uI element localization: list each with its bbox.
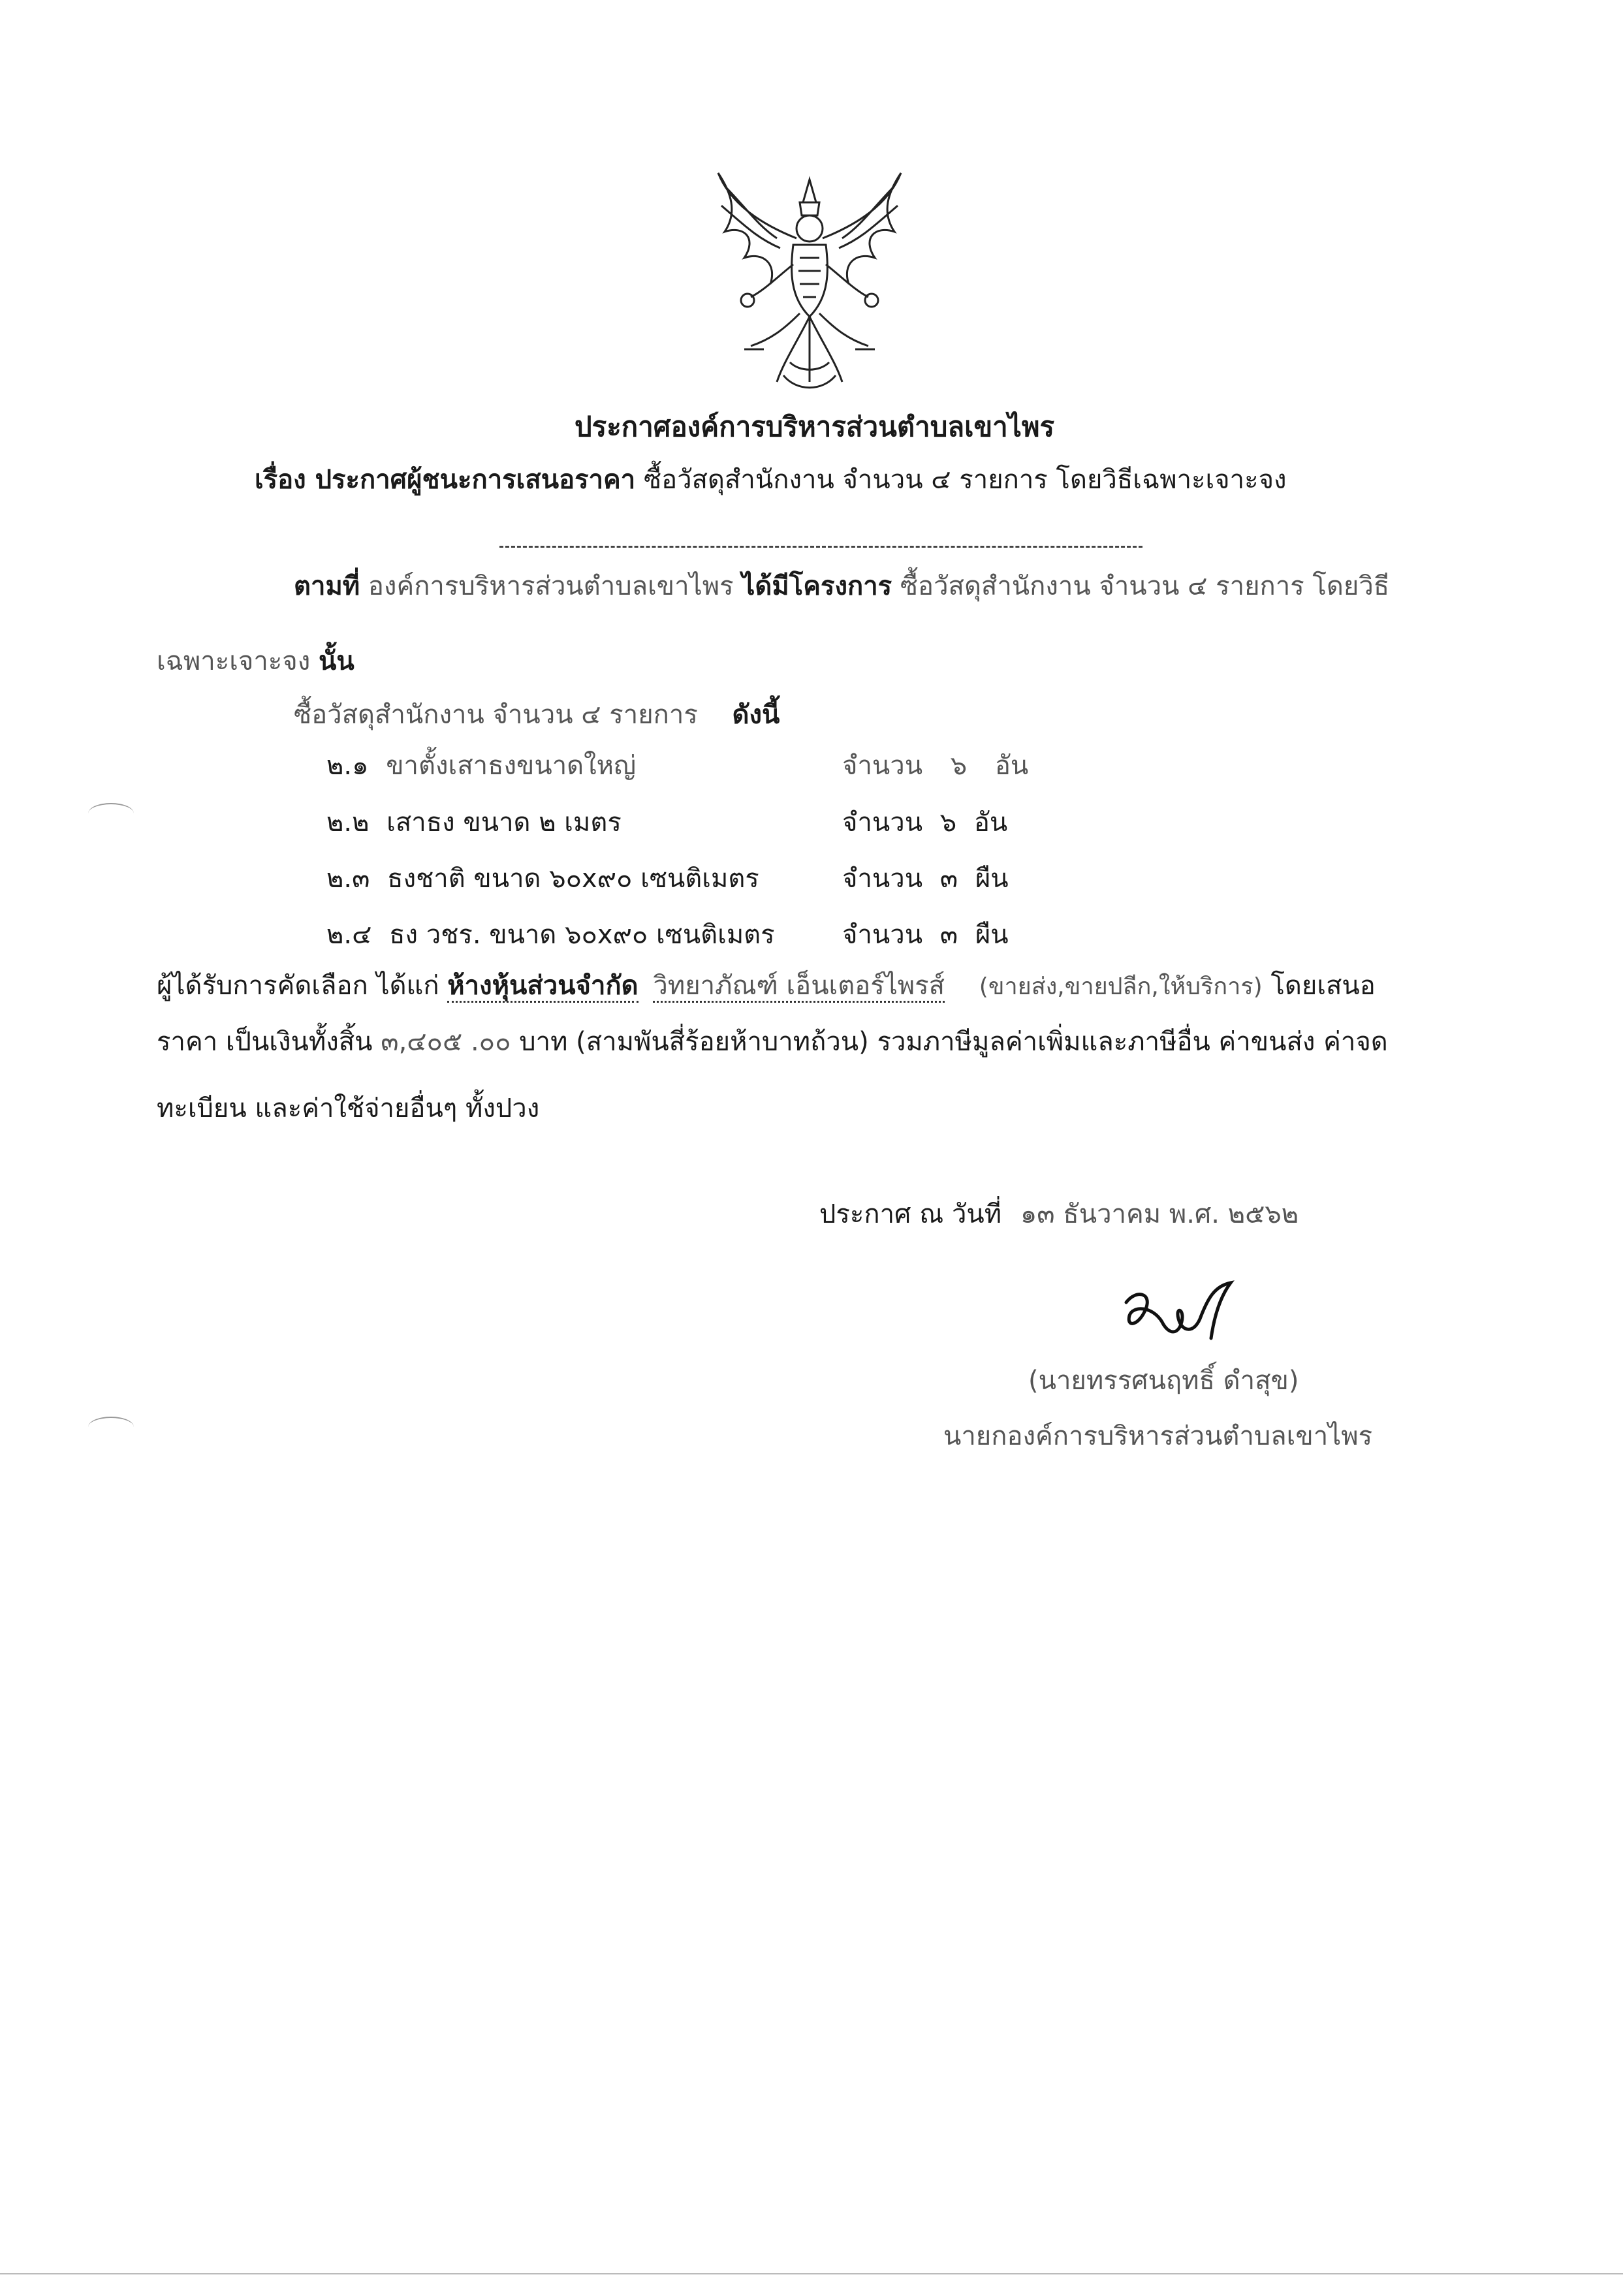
price-amount: ๓,๔๐๕ .๐๐ <box>381 1027 511 1057</box>
price-line <box>157 1022 1388 1062</box>
item-qty: ๓ <box>939 920 958 950</box>
list-intro <box>294 695 780 734</box>
punch-hole-mark <box>88 803 134 824</box>
intro-org: องค์การบริหารส่วนตำบลเขาไพร <box>368 571 734 601</box>
price-line-end: รวมภาษีมูลค่าเพิ่มและภาษีอื่น ค่าขนส่ง ค่าจด <box>877 1027 1388 1057</box>
intro-paragraph-line2 <box>157 642 355 681</box>
item-number: ๒.๒ <box>326 808 370 838</box>
price-unit: บาท <box>519 1027 568 1057</box>
item-qty-label: จำนวน <box>842 751 923 781</box>
item-number: ๒.๓ <box>326 864 370 894</box>
list-intro-text: ซื้อวัสดุสำนักงาน จำนวน ๔ รายการ <box>294 700 698 730</box>
page-bottom-edge <box>0 2273 1623 2274</box>
item-unit: ผืน <box>975 864 1009 894</box>
document-subject <box>255 460 1287 499</box>
punch-hole-mark <box>88 1417 134 1438</box>
item-qty-label: จำนวน <box>842 920 923 950</box>
list-item-qty <box>842 915 1009 954</box>
winner-type: ห้างหุ้นส่วนจำกัด <box>447 971 638 1003</box>
winner-line <box>157 966 1376 1007</box>
price-line-start: ราคา เป็นเงินทั้งสิ้น <box>157 1027 373 1057</box>
item-name: เสาธง ขนาด ๒ เมตร <box>386 808 622 838</box>
item-name: ขาตั้งเสาธงขนาดใหญ่ <box>386 751 637 781</box>
price-line-3: ทะเบียน และค่าใช้จ่ายอื่นๆ ทั้งปวง <box>157 1093 540 1124</box>
item-number: ๒.๔ <box>326 920 372 950</box>
intro-has-project: ได้มีโครงการ <box>742 571 892 601</box>
item-qty-label: จำนวน <box>842 864 923 894</box>
item-name: ธง วชร. ขนาด ๖๐x๙๐ เซนติเมตร <box>389 920 775 950</box>
date-label: ประกาศ ณ วันที่ <box>819 1199 1002 1229</box>
item-unit: อัน <box>994 751 1029 781</box>
item-qty: ๖ <box>950 751 968 781</box>
intro-line2: เฉพาะเจาะจง <box>157 646 311 676</box>
item-qty-label: จำนวน <box>842 808 923 838</box>
winner-label: ผู้ได้รับการคัดเลือก ได้แก่ <box>157 971 439 1001</box>
document-title: ประกาศองค์การบริหารส่วนตำบลเขาไพร <box>575 411 1055 443</box>
announcement-date <box>819 1195 1299 1234</box>
price-words: (สามพันสี่ร้อยห้าบาทถ้วน) <box>576 1027 869 1057</box>
item-unit: ผืน <box>975 920 1009 950</box>
subject-text: ซื้อวัสดุสำนักงาน จำนวน ๔ รายการ โดยวิธีเฉพาะเจาะจง <box>643 465 1287 495</box>
winner-name: วิทยาภัณฑ์ เอ็นเตอร์ไพรส์ <box>653 971 945 1003</box>
item-number: ๒.๑ <box>326 751 369 781</box>
item-name: ธงชาติ ขนาด ๖๐x๙๐ เซนติเมตร <box>387 864 759 894</box>
list-item-qty <box>842 803 1007 842</box>
intro-project: ซื้อวัสดุสำนักงาน จำนวน ๔ รายการ โดยวิธี <box>900 571 1390 601</box>
signer-position: นายกองค์การบริหารส่วนตำบลเขาไพร <box>943 1421 1373 1451</box>
subject-label: เรื่อง ประกาศผู้ชนะการเสนอราคา <box>255 465 636 495</box>
date-value: ๑๓ ธันวาคม พ.ศ. ๒๕๖๒ <box>1020 1199 1299 1229</box>
list-item-qty <box>842 746 1028 785</box>
offer-label: โดยเสนอ <box>1270 971 1376 1001</box>
signature-icon <box>1116 1276 1247 1355</box>
list-intro-end: ดังนี้ <box>732 700 780 730</box>
list-item <box>326 915 775 954</box>
list-item <box>326 859 759 898</box>
item-unit: อัน <box>973 808 1008 838</box>
signer-name: (นายทรรศนฤทธิ์ ดำสุข) <box>1028 1366 1299 1396</box>
list-item <box>326 746 636 785</box>
winner-business: (ขายส่ง,ขายปลีก,ให้บริการ) <box>979 973 1263 1000</box>
header-divider <box>499 546 1142 548</box>
garuda-emblem-icon <box>705 166 914 401</box>
list-item-qty <box>842 859 1009 898</box>
item-qty: ๖ <box>939 808 957 838</box>
intro-line2-end: นั้น <box>318 646 355 676</box>
list-item <box>326 803 622 842</box>
intro-paragraph-line1 <box>294 567 1389 606</box>
item-qty: ๓ <box>939 864 958 894</box>
intro-label: ตามที่ <box>294 571 360 601</box>
